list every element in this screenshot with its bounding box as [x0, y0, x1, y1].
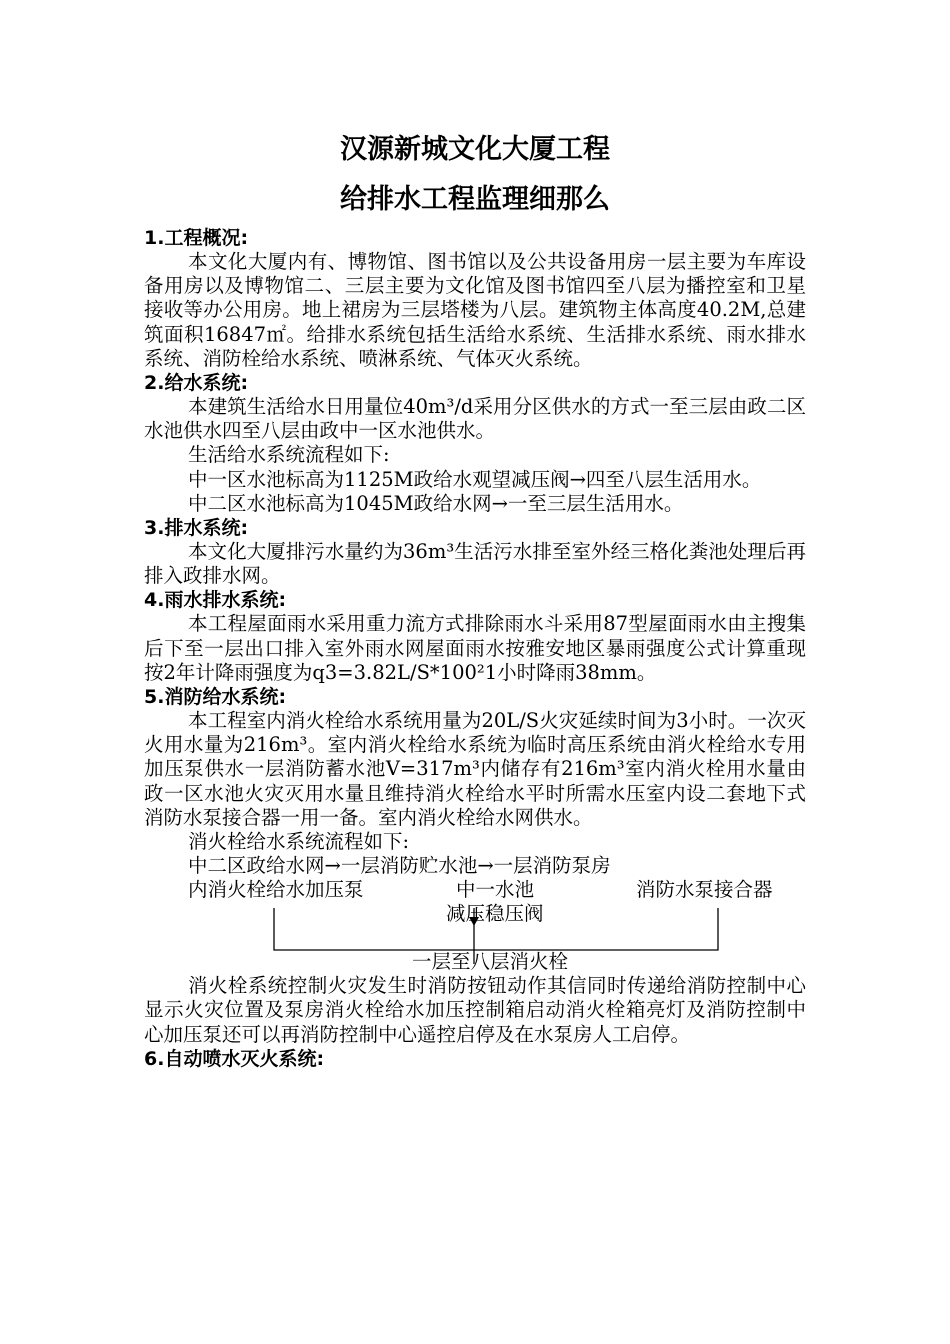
flow-node-adapter: 消防水泵接合器: [636, 878, 773, 902]
section-5-paragraph-3: 消火栓系统控制火灾发生时消防按钮动作其信同时传递给消防控制中心显示火灾位置及泵房消火栓给水加压控制箱启动消火栓箱亮灯及消防控制中心加压泵还可以再消防控制中心遥控启停及在水泵房人工启停。: [144, 974, 806, 1046]
section-heading-4: 4.雨水排水系统:: [144, 589, 287, 612]
hydrant-flow-diagram: [144, 854, 806, 974]
document-subtitle: 给排水工程监理细那么: [340, 184, 610, 215]
section-2-paragraph-4: 中二区水池标高为1045M政给水网→一至三层生活用水。: [188, 491, 684, 515]
section-heading-6: 6.自动喷水灭火系统:: [144, 1047, 325, 1070]
section-1-paragraph: 本文化大厦内有、博物馆、图书馆以及公共设备用房一层主要为车库设备用房以及博物馆二、三层主要为文化馆及图书馆四至八层为播控室和卫星接收等办公用房。地上裙房为三层塔楼为八层。建筑物主体高度40.2M,总建筑面积16847㎡。给排水系统包括生活给水系统、生活排水系统、雨水排水系统、消防栓给水系统、喷淋系统、气体灭火系统。: [144, 250, 806, 370]
section-2-paragraph-3: 中一区水池标高为1125M政给水观望减压阀→四至八层生活用水。: [188, 467, 762, 491]
section-2-paragraph-2: 生活给水系统流程如下:: [188, 443, 390, 467]
section-3-paragraph: 本文化大厦排污水量约为36m³生活污水排至室外经三格化粪池处理后再排入政排水网。: [144, 540, 806, 588]
section-4-paragraph: 本工程屋面雨水采用重力流方式排除雨水斗采用87型屋面雨水由主搜集后下至一层出口排入室外雨水网屋面雨水按雅安地区暴雨强度公式计算重现按2年计降雨强度为q3=3.82L/S*100²1小时降雨38mm。: [144, 612, 806, 684]
flow-node-hydrants: 一层至八层消火栓: [412, 950, 569, 974]
flow-node-valve: 减压稳压阀: [446, 902, 544, 926]
section-heading-3: 3.排水系统:: [144, 517, 249, 540]
flow-row-1: 中二区政给水网→一层消防贮水池→一层消防泵房: [188, 854, 611, 878]
flow-node-pump: 内消火栓给水加压泵: [188, 878, 364, 902]
section-5-paragraph-2: 消火栓给水系统流程如下:: [188, 830, 410, 854]
section-heading-1: 1.工程概况:: [144, 227, 249, 249]
document-title: 汉源新城文化大厦工程: [340, 134, 610, 165]
section-heading-2: 2.给水系统:: [144, 372, 249, 395]
section-5-paragraph-1: 本工程室内消火栓给水系统用量为20L/S火灾延续时间为3小时。一次灭火用水量为216m³。室内消火栓给水系统为临时高压系统由消火栓给水专用加压泵供水一层消防蓄水池V=317m³内储存有216m³室内消火栓用水量由政一区水池火灾灭用水量且维持消火栓给水平时所需水压室内设二套地下式消防水泵接合器一用一备。室内消火栓给水网供水。: [144, 709, 806, 829]
flow-node-tank: 中一水池: [456, 878, 535, 902]
document-body: [144, 226, 806, 1071]
section-heading-5: 5.消防给水系统:: [144, 686, 287, 709]
section-2-paragraph-1: 本建筑生活给水日用量位40m³/d采用分区供水的方式一至三层由政二区水池供水四至八层由政中一区水池供水。: [144, 395, 806, 443]
